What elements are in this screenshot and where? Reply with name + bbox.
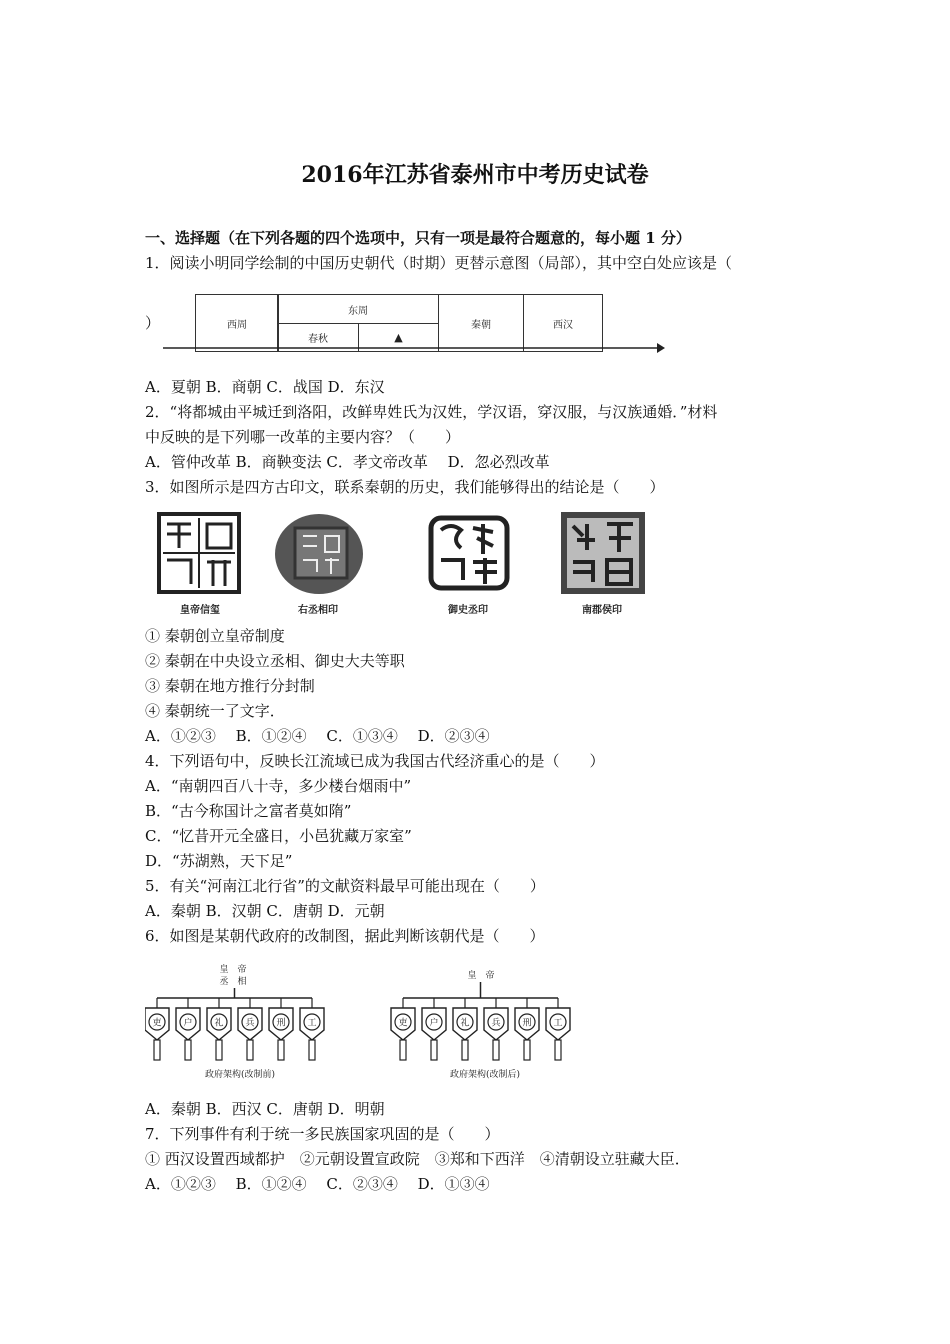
q3-item-1: ① 秦朝创立皇帝制度 <box>145 627 285 645</box>
timeline-qin: 秦朝 <box>471 320 491 331</box>
q5-stem: 5．有关“河南江北行省”的文献资料最早可能出现在（ ） <box>145 877 545 895</box>
timeline-xizhou: 西周 <box>227 320 247 331</box>
left-ministry-post <box>309 1040 315 1060</box>
left-ministry-label: 兵 <box>245 1018 255 1029</box>
q1-stem-end: ） <box>145 314 161 332</box>
seal-image-huangdi <box>153 510 245 596</box>
left-ministry-label: 户 <box>183 1018 193 1029</box>
q4-option-a: A．“南朝四百八十寺，多少楼台烟雨中” <box>145 777 412 795</box>
right-ministry-post <box>462 1040 468 1060</box>
right-ministry-label: 户 <box>429 1018 439 1029</box>
q3-stem: 3．如图所示是四方古印文，联系秦朝的历史，我们能够得出的结论是（ ） <box>145 478 665 496</box>
right-ministry-post <box>400 1040 406 1060</box>
left-ministry-label: 吏 <box>152 1018 162 1029</box>
right-ministry-post <box>493 1040 499 1060</box>
q3-options: A．①②③ B．①②④ C．①③④ D．②③④ <box>145 727 490 745</box>
left-ministry-label: 工 <box>307 1018 317 1029</box>
q4-option-d: D．“苏湖熟，天下足” <box>145 852 293 870</box>
timeline-blank-marker: ▲ <box>394 331 403 344</box>
left-ministry-post <box>154 1040 160 1060</box>
right-chart-caption: 政府架构(改制后) <box>450 1070 521 1080</box>
right-ministry-label: 工 <box>553 1018 563 1029</box>
q1-options: A．夏朝 B．商朝 C．战国 D．东汉 <box>145 378 385 396</box>
q2-stem-line2: 中反映的是下列哪一改革的主要内容？（ ） <box>145 428 461 446</box>
right-ministry-post <box>431 1040 437 1060</box>
left-ministry-post <box>278 1040 284 1060</box>
seal-image-youchengxiang <box>273 510 365 596</box>
seal-caption-4: 南郡侯印 <box>582 605 622 616</box>
left-ministry-post <box>185 1040 191 1060</box>
q3-item-3: ③ 秦朝在地方推行分封制 <box>145 677 315 695</box>
q2-options: A．管仲改革 B．商鞅变法 C．孝文帝改革 D．忽必烈改革 <box>145 453 550 471</box>
right-ministry-label: 刑 <box>522 1018 532 1029</box>
left-chart-top-emperor: 皇 帝 <box>219 965 247 975</box>
q4-stem: 4．下列语句中，反映长江流域已成为我国古代经济重心的是（ ） <box>145 752 605 770</box>
left-chart-top-chancellor: 丞 相 <box>219 977 247 987</box>
q6-stem: 6．如图是某朝代政府的改制图，据此判断该朝代是（ ） <box>145 927 545 945</box>
timeline-arrow <box>145 290 665 358</box>
left-ministry-label: 刑 <box>276 1018 286 1029</box>
right-ministry-label: 兵 <box>491 1018 501 1029</box>
seal-caption-3: 御史丞印 <box>448 605 488 616</box>
right-ministry-label: 礼 <box>460 1018 470 1029</box>
page-title: 2016年江苏省泰州市中考历史试卷 <box>301 162 649 188</box>
timeline-chunqiu: 春秋 <box>308 334 328 345</box>
dynasty-timeline <box>145 290 665 358</box>
q7-stem: 7．下列事件有利于统一多民族国家巩固的是（ ） <box>145 1125 500 1143</box>
left-ministry-post <box>247 1040 253 1060</box>
q7-options: A．①②③ B．①②④ C．②③④ D．①③④ <box>145 1175 490 1193</box>
seal-image-nanjun <box>557 510 649 596</box>
left-ministry-post <box>216 1040 222 1060</box>
right-ministry-post <box>555 1040 561 1060</box>
seal-caption-1: 皇帝信玺 <box>180 605 220 616</box>
q2-stem-line1: 2．“将都城由平城迁到洛阳，改鲜卑姓氏为汉姓，学汉语，穿汉服，与汉族通婚．”材料 <box>145 403 718 421</box>
section-heading: 一、选择题（在下列各题的四个选项中，只有一项是最符合题意的，每小题 1 分） <box>145 229 691 247</box>
q4-option-c: C．“忆昔开元全盛日，小邑犹藏万家室” <box>145 827 412 845</box>
q7-items: ① 西汉设置西域都护 ②元朝设置宣政院 ③郑和下西洋 ④清朝设立驻藏大臣． <box>145 1150 690 1168</box>
q3-item-2: ② 秦朝在中央设立丞相、御史大夫等职 <box>145 652 405 670</box>
right-chart-top-emperor: 皇 帝 <box>467 971 495 981</box>
left-ministry-label: 礼 <box>214 1018 224 1029</box>
timeline-dongzhou: 东周 <box>348 306 368 317</box>
government-structure-charts <box>145 962 585 1082</box>
q5-options: A．秦朝 B．汉朝 C．唐朝 D．元朝 <box>145 902 385 920</box>
seal-images <box>145 505 685 620</box>
q3-item-4: ④ 秦朝统一了文字． <box>145 702 285 720</box>
seal-image-yushi <box>423 510 515 596</box>
right-ministry-post <box>524 1040 530 1060</box>
right-ministry-label: 吏 <box>398 1018 408 1029</box>
q6-options: A．秦朝 B．西汉 C．唐朝 D．明朝 <box>145 1100 385 1118</box>
org-chart-diagram <box>145 962 585 1082</box>
q4-option-b: B．“古今称国计之富者莫如隋” <box>145 802 352 820</box>
q1-stem: 1．阅读小明同学绘制的中国历史朝代（时期）更替示意图（局部），其中空白处应该是（ <box>145 254 733 272</box>
left-chart-caption: 政府架构(改制前) <box>205 1070 276 1080</box>
timeline-xihan: 西汉 <box>553 320 573 331</box>
seal-caption-2: 右丞相印 <box>298 605 338 616</box>
